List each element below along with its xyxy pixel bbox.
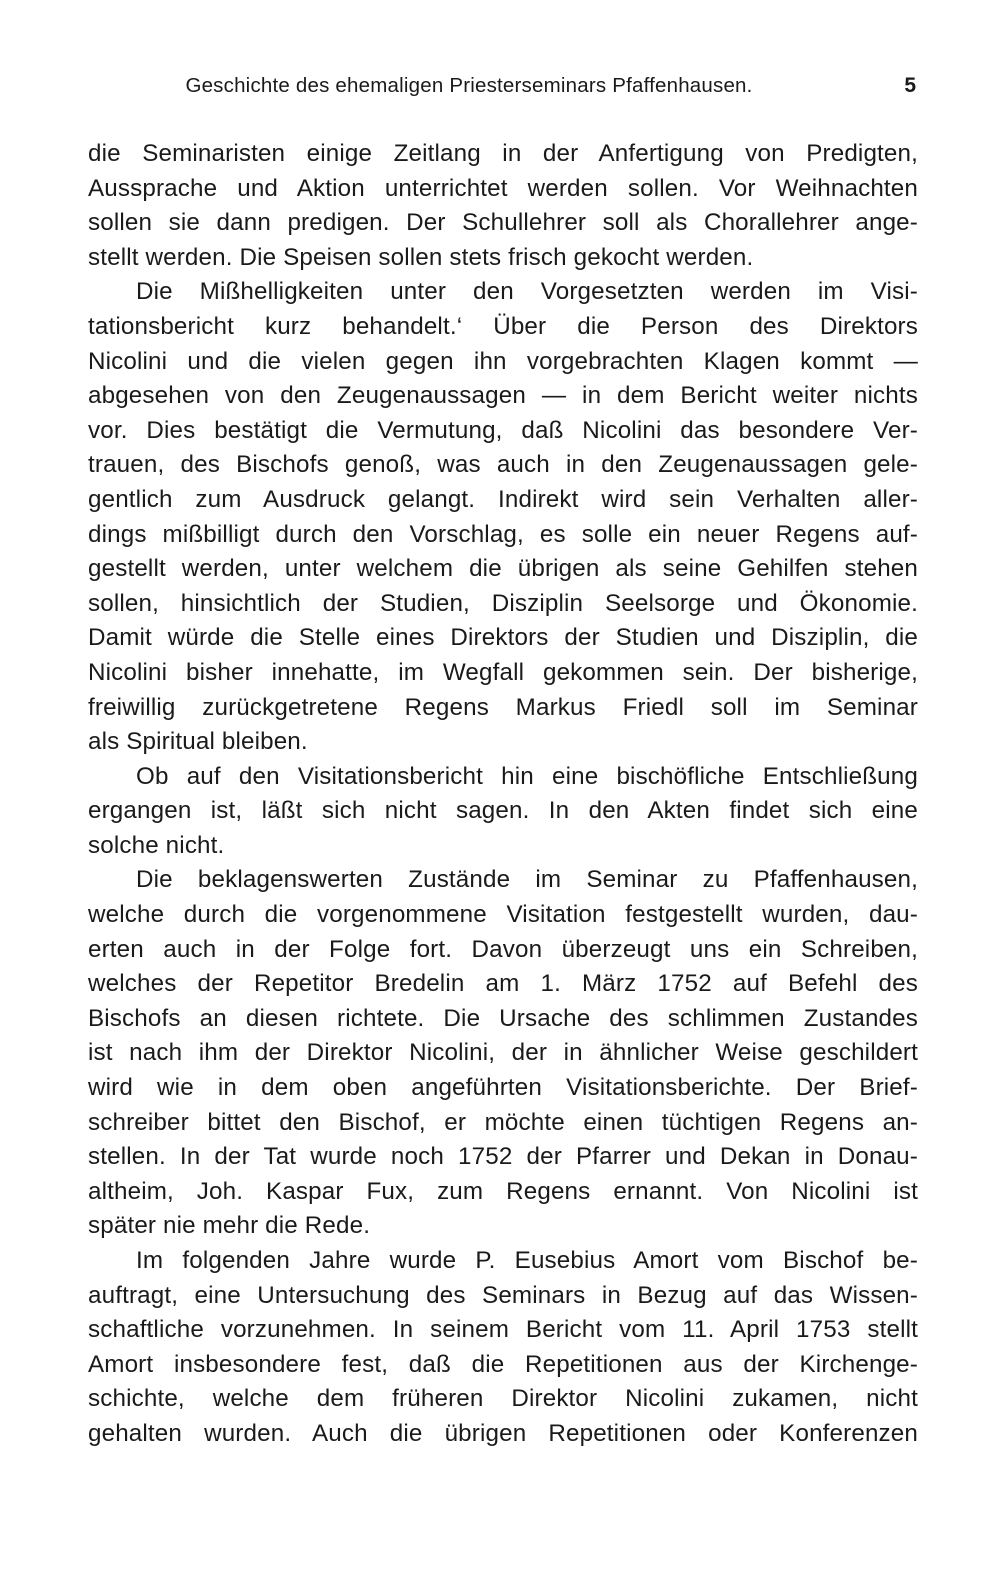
- text-line: sollen, hinsichtlich der Studien, Disziplin Seelsorge und Ökonomie.: [88, 589, 918, 617]
- paragraph-5: [88, 1244, 918, 1452]
- paragraph-4: [88, 863, 918, 1244]
- text-line: ergangen ist, läßt sich nicht sagen. In den Akten findet sich eine: [88, 797, 918, 825]
- paragraph-1: [88, 137, 918, 275]
- text-line: Bischofs an diesen richtete. Die Ursache des schlimmen Zustandes: [88, 1004, 918, 1032]
- text-line: Aussprache und Aktion unterrichtet werden sollen. Vor Weihnachten: [88, 174, 918, 202]
- text-line: als Spiritual bleiben.: [88, 728, 308, 756]
- text-line: gehalten wurden. Auch die übrigen Repetitionen oder Konferenzen: [88, 1419, 918, 1447]
- text-line: schreiber bittet den Bischof, er möchte einen tüchtigen Regens an-: [88, 1108, 918, 1136]
- text-line: schaftliche vorzunehmen. In seinem Bericht vom 11. April 1753 stellt: [88, 1316, 918, 1344]
- text-line: Die Mißhelligkeiten unter den Vorgesetzten werden im Visi-: [136, 278, 918, 306]
- text-line: später nie mehr die Rede.: [88, 1212, 371, 1240]
- paragraph-3: [88, 760, 918, 864]
- running-header: [88, 74, 920, 108]
- text-line: erten auch in der Folge fort. Davon überzeugt uns ein Schreiben,: [88, 935, 918, 963]
- text-line: Nicolini bisher innehatte, im Wegfall gekommen sein. Der bisherige,: [88, 658, 918, 686]
- text-line: freiwillig zurückgetretene Regens Markus Friedl soll im Seminar: [88, 693, 918, 721]
- text-line: vor. Dies bestätigt die Vermutung, daß Nicolini das besondere Ver-: [88, 416, 918, 444]
- running-title: Geschichte des ehemaligen Priesterseminars Pfaffenhausen.: [185, 74, 753, 97]
- text-line: Ob auf den Visitationsbericht hin eine bischöfliche Entschließung: [136, 762, 918, 790]
- text-line: schichte, welche dem früheren Direktor Nicolini zukamen, nicht: [88, 1385, 918, 1413]
- text-line: auftragt, eine Untersuchung des Seminars in Bezug auf das Wissen-: [88, 1281, 918, 1309]
- text-line: abgesehen von den Zeugenaussagen — in dem Bericht weiter nichts: [88, 382, 918, 410]
- text-line: dings mißbilligt durch den Vorschlag, es solle ein neuer Regens auf-: [88, 520, 918, 548]
- text-line: Amort insbesondere fest, daß die Repetitionen aus der Kirchenge-: [88, 1350, 918, 1378]
- text-line: tationsbericht kurz behandelt.‘ Über die Person des Direktors: [88, 312, 918, 340]
- text-line: gentlich zum Ausdruck gelangt. Indirekt wird sein Verhalten aller-: [88, 485, 918, 513]
- text-line: Im folgenden Jahre wurde P. Eusebius Amort vom Bischof be-: [136, 1247, 918, 1274]
- text-line: Damit würde die Stelle eines Direktors der Studien und Disziplin, die: [88, 624, 918, 652]
- text-line: Die beklagenswerten Zustände im Seminar zu Pfaffenhausen,: [136, 866, 918, 894]
- text-line: wird wie in dem oben angeführten Visitationsberichte. Der Brief-: [88, 1074, 918, 1102]
- text-line: welche durch die vorgenommene Visitation festgestellt wurden, dau-: [88, 901, 918, 929]
- page-number: 5: [904, 74, 916, 97]
- text-line: die Seminaristen einige Zeitlang in der Anfertigung von Predigten,: [88, 140, 918, 167]
- text-line: stellt werden. Die Speisen sollen stets frisch gekocht werden.: [88, 243, 754, 271]
- text-line: stellen. In der Tat wurde noch 1752 der Pfarrer und Dekan in Donau-: [88, 1143, 918, 1171]
- text-line: sollen sie dann predigen. Der Schullehrer soll als Chorallehrer ange-: [88, 209, 918, 237]
- paragraph-2: [88, 275, 918, 759]
- text-line: trauen, des Bischofs genoß, was auch in den Zeugenaussagen gele-: [88, 451, 918, 479]
- body-text: [88, 137, 918, 1452]
- text-line: solche nicht.: [88, 831, 225, 859]
- text-line: welches der Repetitor Bredelin am 1. März 1752 auf Befehl des: [88, 970, 918, 998]
- text-line: ist nach ihm der Direktor Nicolini, der in ähnlicher Weise geschildert: [88, 1039, 918, 1067]
- text-line: Nicolini und die vielen gegen ihn vorgebrachten Klagen kommt —: [88, 347, 918, 375]
- text-line: altheim, Joh. Kaspar Fux, zum Regens ernannt. Von Nicolini ist: [88, 1177, 918, 1205]
- text-line: gestellt werden, unter welchem die übrigen als seine Gehilfen stehen: [88, 555, 918, 583]
